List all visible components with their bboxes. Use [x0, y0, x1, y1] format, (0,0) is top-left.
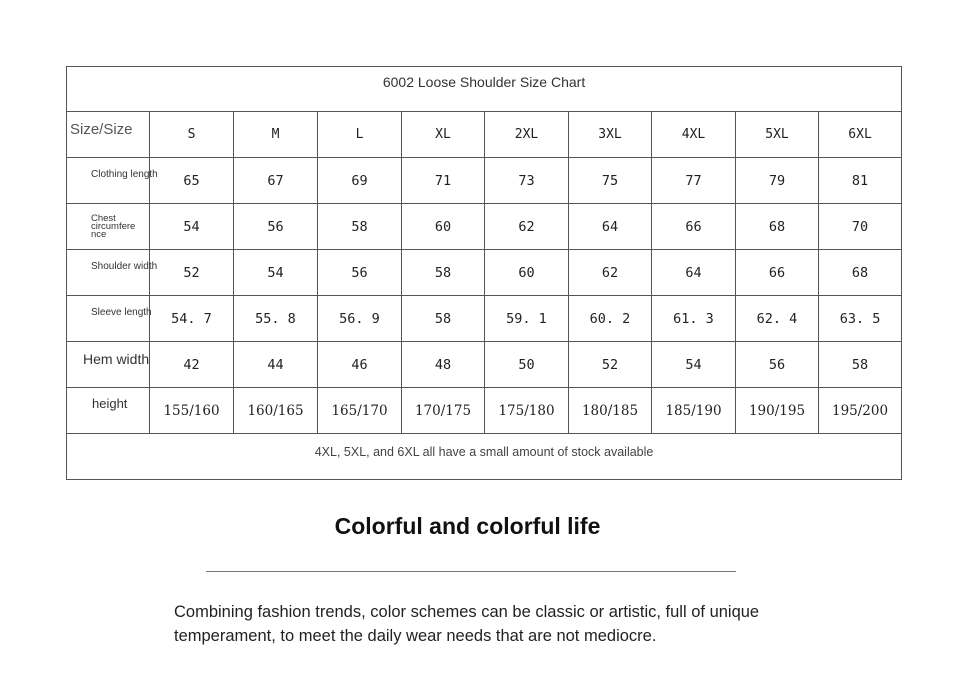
- table-cell: 52: [150, 250, 234, 296]
- table-cell: 46: [318, 342, 402, 388]
- table-cell: 55. 8: [234, 296, 318, 342]
- size-header: S: [150, 112, 234, 158]
- table-cell: 56: [234, 204, 318, 250]
- table-cell: 42: [150, 342, 234, 388]
- table-cell: 190/195: [736, 388, 819, 434]
- row-label: Hem width: [67, 342, 150, 388]
- table-cell: 165/170: [318, 388, 402, 434]
- size-chart-table: [66, 66, 902, 480]
- table-cell: 185/190: [652, 388, 736, 434]
- table-cell: 58: [318, 204, 402, 250]
- table-cell: 66: [736, 250, 819, 296]
- table-cell: 56: [736, 342, 819, 388]
- table-cell: 54: [652, 342, 736, 388]
- table-row: [67, 204, 902, 250]
- table-cell: 81: [819, 158, 902, 204]
- table-row: [67, 342, 902, 388]
- table-cell: 60: [402, 204, 485, 250]
- table-cell: 64: [652, 250, 736, 296]
- table-cell: 180/185: [569, 388, 652, 434]
- table-cell: 62: [485, 204, 569, 250]
- table-cell: 68: [736, 204, 819, 250]
- table-cell: 54: [234, 250, 318, 296]
- table-cell: 70: [819, 204, 902, 250]
- table-cell: 61. 3: [652, 296, 736, 342]
- table-cell: 64: [569, 204, 652, 250]
- table-cell: 195/200: [819, 388, 902, 434]
- table-cell: 63. 5: [819, 296, 902, 342]
- chart-title-row: [67, 67, 902, 112]
- table-cell: 58: [402, 250, 485, 296]
- table-cell: 79: [736, 158, 819, 204]
- table-cell: 155/160: [150, 388, 234, 434]
- size-header: 6XL: [819, 112, 902, 158]
- note-row: [67, 434, 902, 480]
- size-header: 3XL: [569, 112, 652, 158]
- table-cell: 58: [402, 296, 485, 342]
- table-cell: 60: [485, 250, 569, 296]
- table-cell: 65: [150, 158, 234, 204]
- stock-note: 4XL, 5XL, and 6XL all have a small amount of stock available: [67, 434, 902, 480]
- table-cell: 52: [569, 342, 652, 388]
- table-cell: 56. 9: [318, 296, 402, 342]
- table-cell: 77: [652, 158, 736, 204]
- table-cell: 59. 1: [485, 296, 569, 342]
- table-cell: 71: [402, 158, 485, 204]
- section-title: Colorful and colorful life: [334, 513, 601, 539]
- table-cell: 44: [234, 342, 318, 388]
- row-label: Clothing length: [67, 158, 150, 204]
- table-cell: 175/180: [485, 388, 569, 434]
- size-header: 4XL: [652, 112, 736, 158]
- size-header: XL: [402, 112, 485, 158]
- row-label: Chest circumfere nce: [67, 204, 150, 250]
- size-header: 2XL: [485, 112, 569, 158]
- table-cell: 69: [318, 158, 402, 204]
- table-cell: 60. 2: [569, 296, 652, 342]
- table-cell: 58: [819, 342, 902, 388]
- table-cell: 68: [819, 250, 902, 296]
- size-header: L: [318, 112, 402, 158]
- table-row: [67, 296, 902, 342]
- row-label: height: [67, 388, 150, 434]
- table-cell: 54. 7: [150, 296, 234, 342]
- table-cell: 62: [569, 250, 652, 296]
- section-divider: [206, 571, 736, 572]
- table-cell: 48: [402, 342, 485, 388]
- size-header: 5XL: [736, 112, 819, 158]
- row-label: Sleeve length: [67, 296, 150, 342]
- table-cell: 50: [485, 342, 569, 388]
- size-header-row: [67, 112, 902, 158]
- section-description: Combining fashion trends, color schemes can be classic or artistic, full of unique temperament, to meet the daily wear needs that are not mediocre.: [174, 603, 760, 645]
- size-header: M: [234, 112, 318, 158]
- table-cell: 73: [485, 158, 569, 204]
- row-label: Shoulder width: [67, 250, 150, 296]
- table-cell: 62. 4: [736, 296, 819, 342]
- corner-label: Size/Size: [67, 112, 150, 158]
- table-cell: 75: [569, 158, 652, 204]
- table-cell: 66: [652, 204, 736, 250]
- table-row: [67, 388, 902, 434]
- table-cell: 54: [150, 204, 234, 250]
- table-row: [67, 250, 902, 296]
- table-cell: 56: [318, 250, 402, 296]
- table-cell: 170/175: [402, 388, 485, 434]
- chart-title: 6002 Loose Shoulder Size Chart: [67, 67, 902, 112]
- table-cell: 67: [234, 158, 318, 204]
- table-cell: 160/165: [234, 388, 318, 434]
- table-row: [67, 158, 902, 204]
